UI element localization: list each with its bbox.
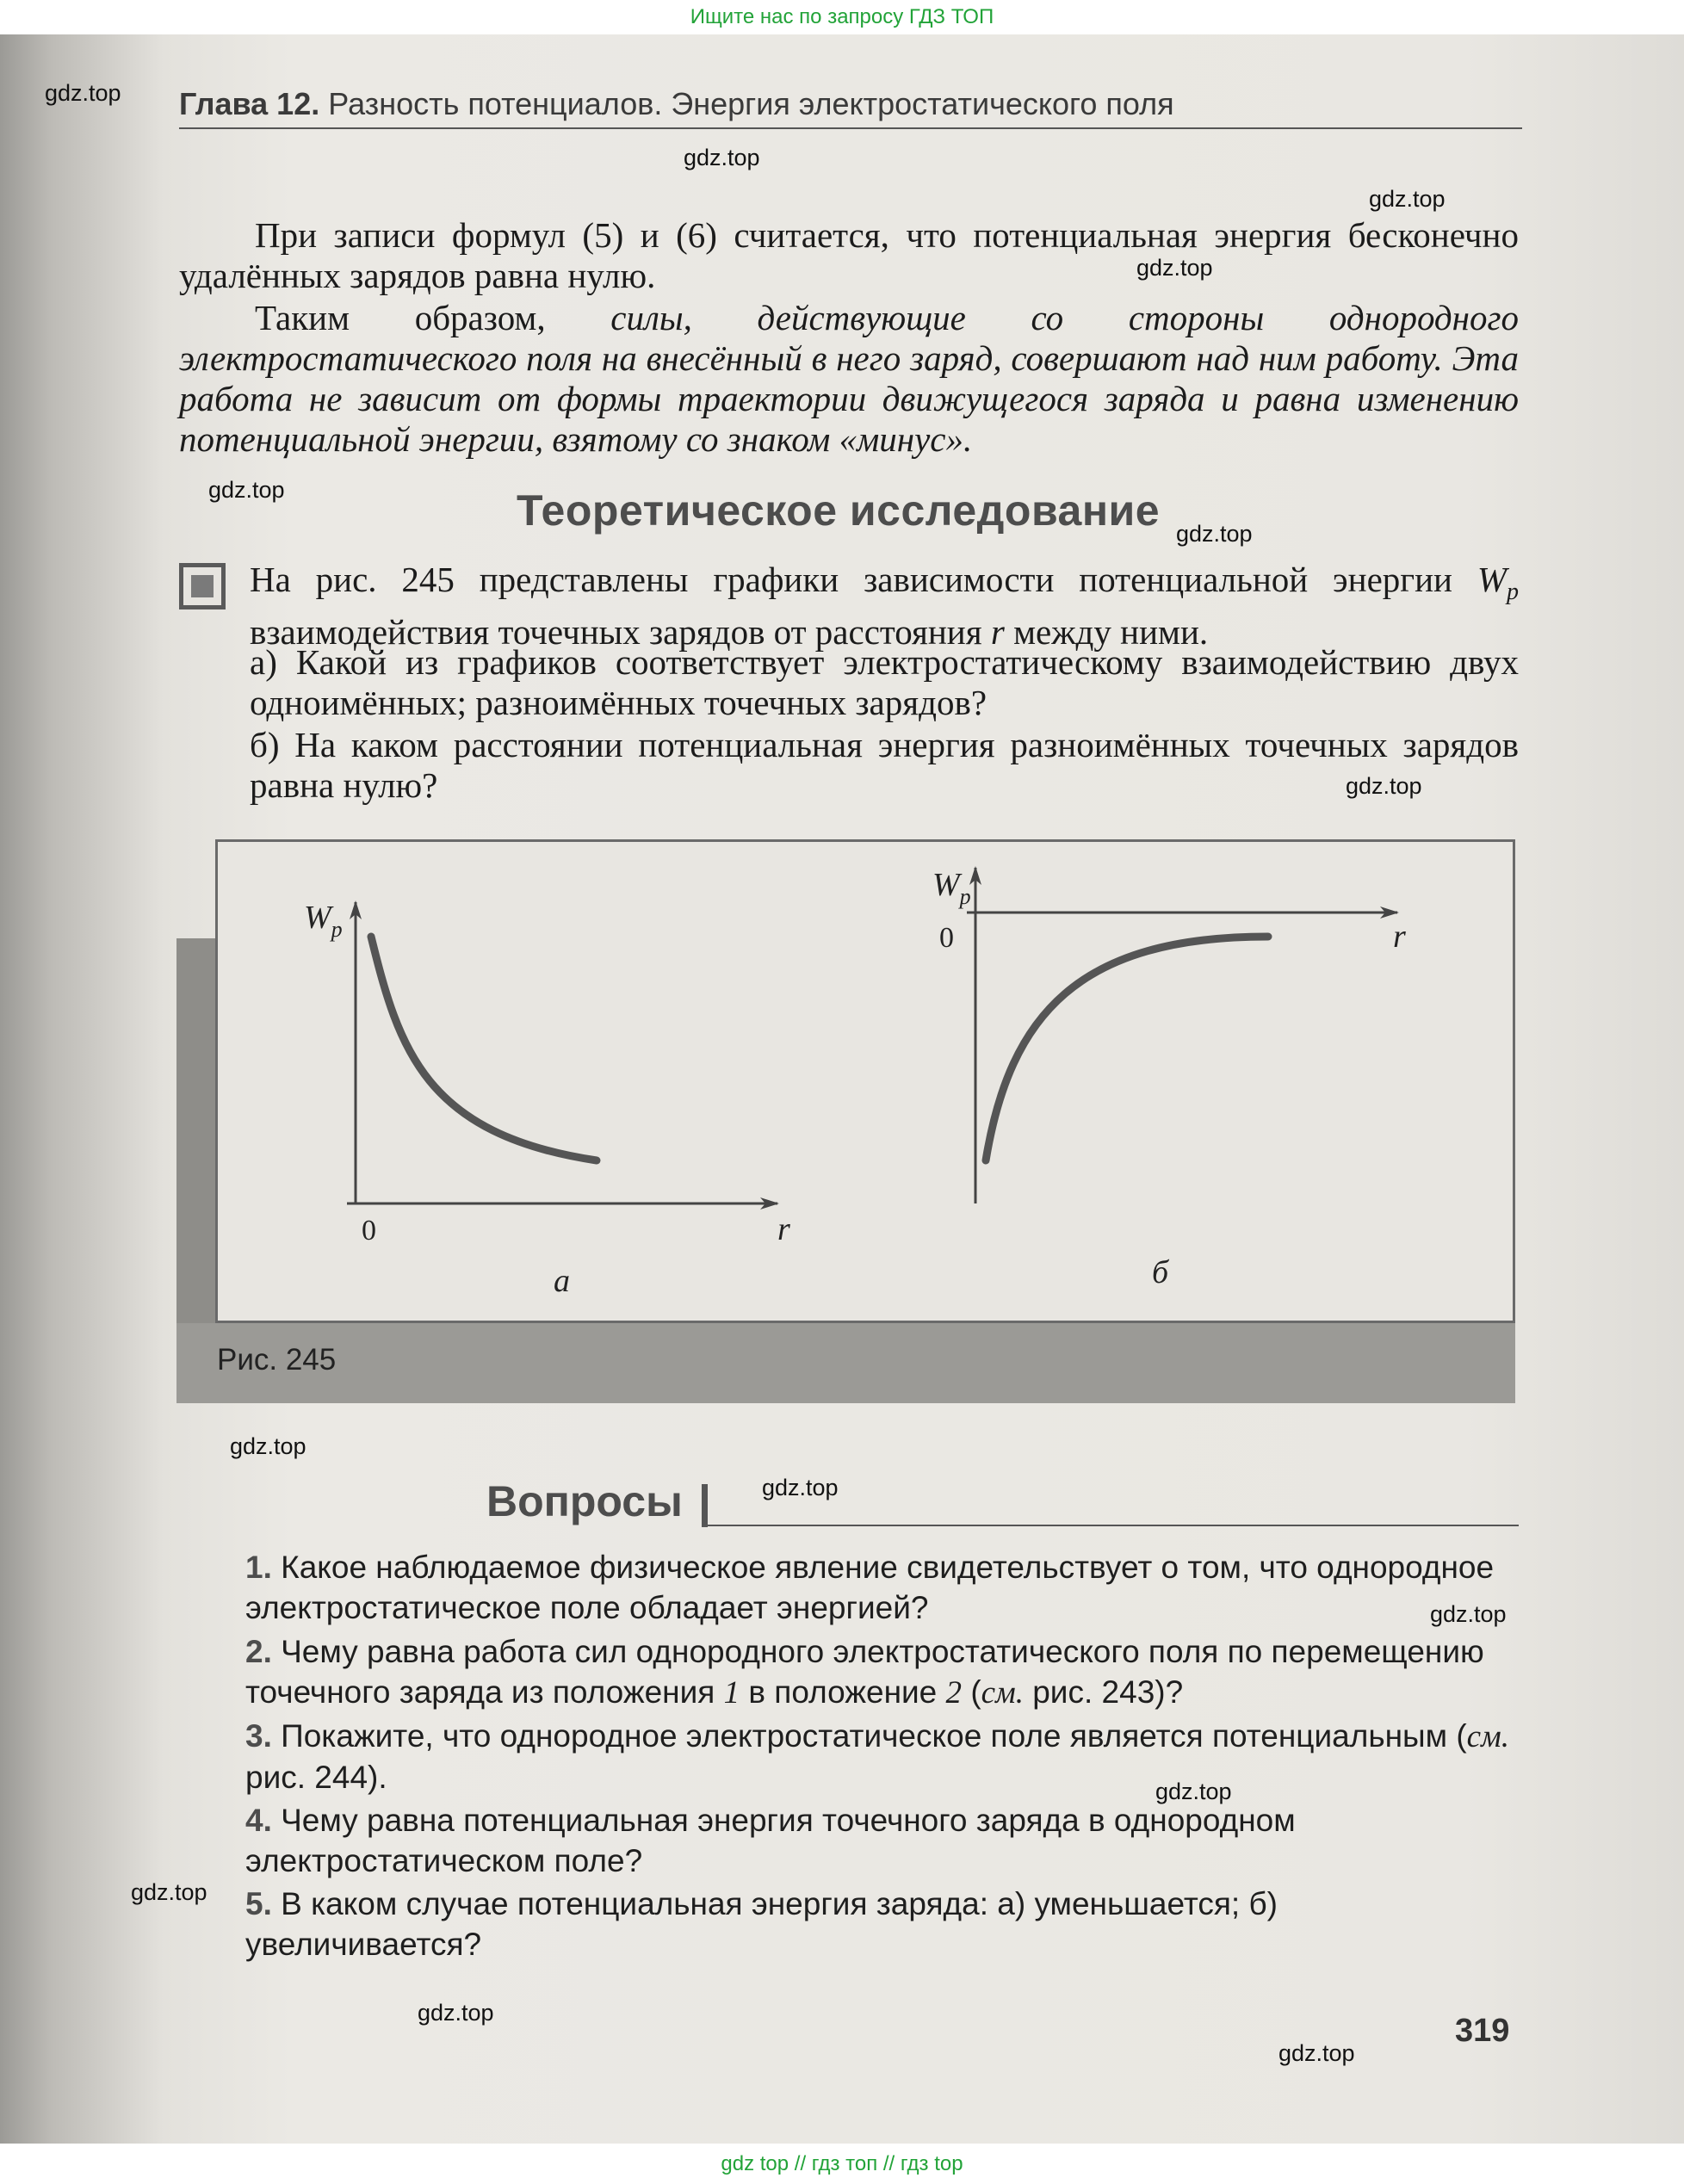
page-number: 319 — [1455, 2013, 1510, 2049]
watermark: gdz.top — [1430, 1601, 1507, 1627]
graph-b-origin: 0 — [939, 922, 954, 954]
paragraph-2 — [179, 298, 1519, 460]
task-intro-text-2: взаимодействия точечных зарядов от расстояния — [250, 612, 982, 653]
task-square-icon — [179, 563, 226, 609]
graph-a-y-label: $W_p$ — [304, 900, 343, 942]
chapter-label: Глава 12. — [179, 86, 320, 121]
watermark: gdz.top — [1369, 186, 1446, 212]
paragraph-2-lead: Таким образом, — [255, 298, 546, 337]
questions-title-bar — [702, 1484, 708, 1527]
watermark: gdz.top — [1278, 2040, 1355, 2066]
task-question-b: б) На каком расстоянии потенциальная энергия разноимённых точечных зарядов равна нулю? — [250, 725, 1519, 805]
task-r: r — [990, 612, 1005, 653]
watermark: gdz.top — [1346, 773, 1422, 799]
watermark: gdz.top — [208, 477, 285, 503]
graph-b-panel-label: б — [1152, 1254, 1169, 1290]
task-intro-text-1: На рис. 245 представлены графики зависимости потенциальной энергии — [250, 560, 1452, 599]
graph-a-origin: 0 — [362, 1215, 376, 1247]
section-title: Теоретическое исследование — [517, 486, 1161, 535]
figure-caption: Рис. 245 — [217, 1343, 337, 1377]
bottom-banner[interactable]: gdz top // гдз топ // гдз top — [0, 2144, 1684, 2184]
graph-b-curve — [986, 937, 1268, 1160]
figure-bottom-strip — [176, 1323, 1515, 1403]
watermark: gdz.top — [45, 80, 121, 106]
watermark: gdz.top — [230, 1433, 306, 1459]
task-question-a: а) Какой из графиков соответствует электростатическому взаимодействию двух одноимённых; разноимённых точечных зарядов? — [250, 642, 1519, 722]
watermark: gdz.top — [1136, 255, 1213, 281]
graph-a-curve — [371, 937, 597, 1160]
question-4: 4. Чему равна потенциальная энергия точечного заряда в однородном электростатическом поле? — [245, 1803, 1296, 1878]
watermark: gdz.top — [418, 2000, 494, 2026]
paragraph-2-italic: силы, действующие со стороны однородного электростатического поля на внесённый в него заряд, совершают над ним работу. Эта работа не зависит от формы траектории движущегося заряда и равна изменению потенциальной энергии, взятому со знаком «минус». — [179, 298, 1519, 459]
chapter-title: Разность потенциалов. Энергия электростатического поля — [328, 86, 1174, 121]
task-intro-text-3: между ними. — [1013, 612, 1209, 653]
paragraph-1: При записи формул (5) и (6) считается, что потенциальная энергия бесконечно удалённых зарядов равна нулю. — [179, 215, 1519, 295]
figure-245 — [215, 839, 1515, 1323]
watermark: gdz.top — [1176, 521, 1253, 547]
graph-a-panel-label: а — [554, 1263, 570, 1299]
chapter-header — [179, 86, 1522, 129]
task-intro — [250, 560, 1519, 653]
questions-title: Вопросы — [486, 1477, 683, 1525]
watermark: gdz.top — [131, 1879, 207, 1905]
graph-b-y-label: $W_p$ — [932, 867, 971, 909]
questions-title-rule — [708, 1525, 1519, 1526]
figure-graphs — [218, 842, 1513, 1321]
graph-a-x-label: r — [777, 1211, 790, 1247]
question-2: 2. Чему равна работа сил однородного электростатического поля по перемещению точечного заряда из положения 1 в положение 2 (см. рис. 243)? — [245, 1634, 1484, 1711]
question-5: 5. В каком случае потенциальная энергия заряда: а) уменьшается; б) увеличивается? — [245, 1886, 1278, 1962]
watermark: gdz.top — [762, 1475, 839, 1500]
watermark: gdz.top — [1155, 1779, 1232, 1804]
question-1: 1. Какое наблюдаемое физическое явление свидетельствует о том, что однородное электростатическое поле обладает энергией? — [245, 1550, 1495, 1625]
top-banner[interactable]: Ищите нас по запросу ГДЗ ТОП — [0, 0, 1684, 34]
task-wp: $W_p$ — [1477, 560, 1520, 606]
question-3: 3. Покажите, что однородное электростатическое поле является потенциальным (см. рис. 244). — [245, 1718, 1509, 1795]
watermark: gdz.top — [684, 145, 760, 170]
graph-b-x-label: r — [1393, 919, 1406, 955]
